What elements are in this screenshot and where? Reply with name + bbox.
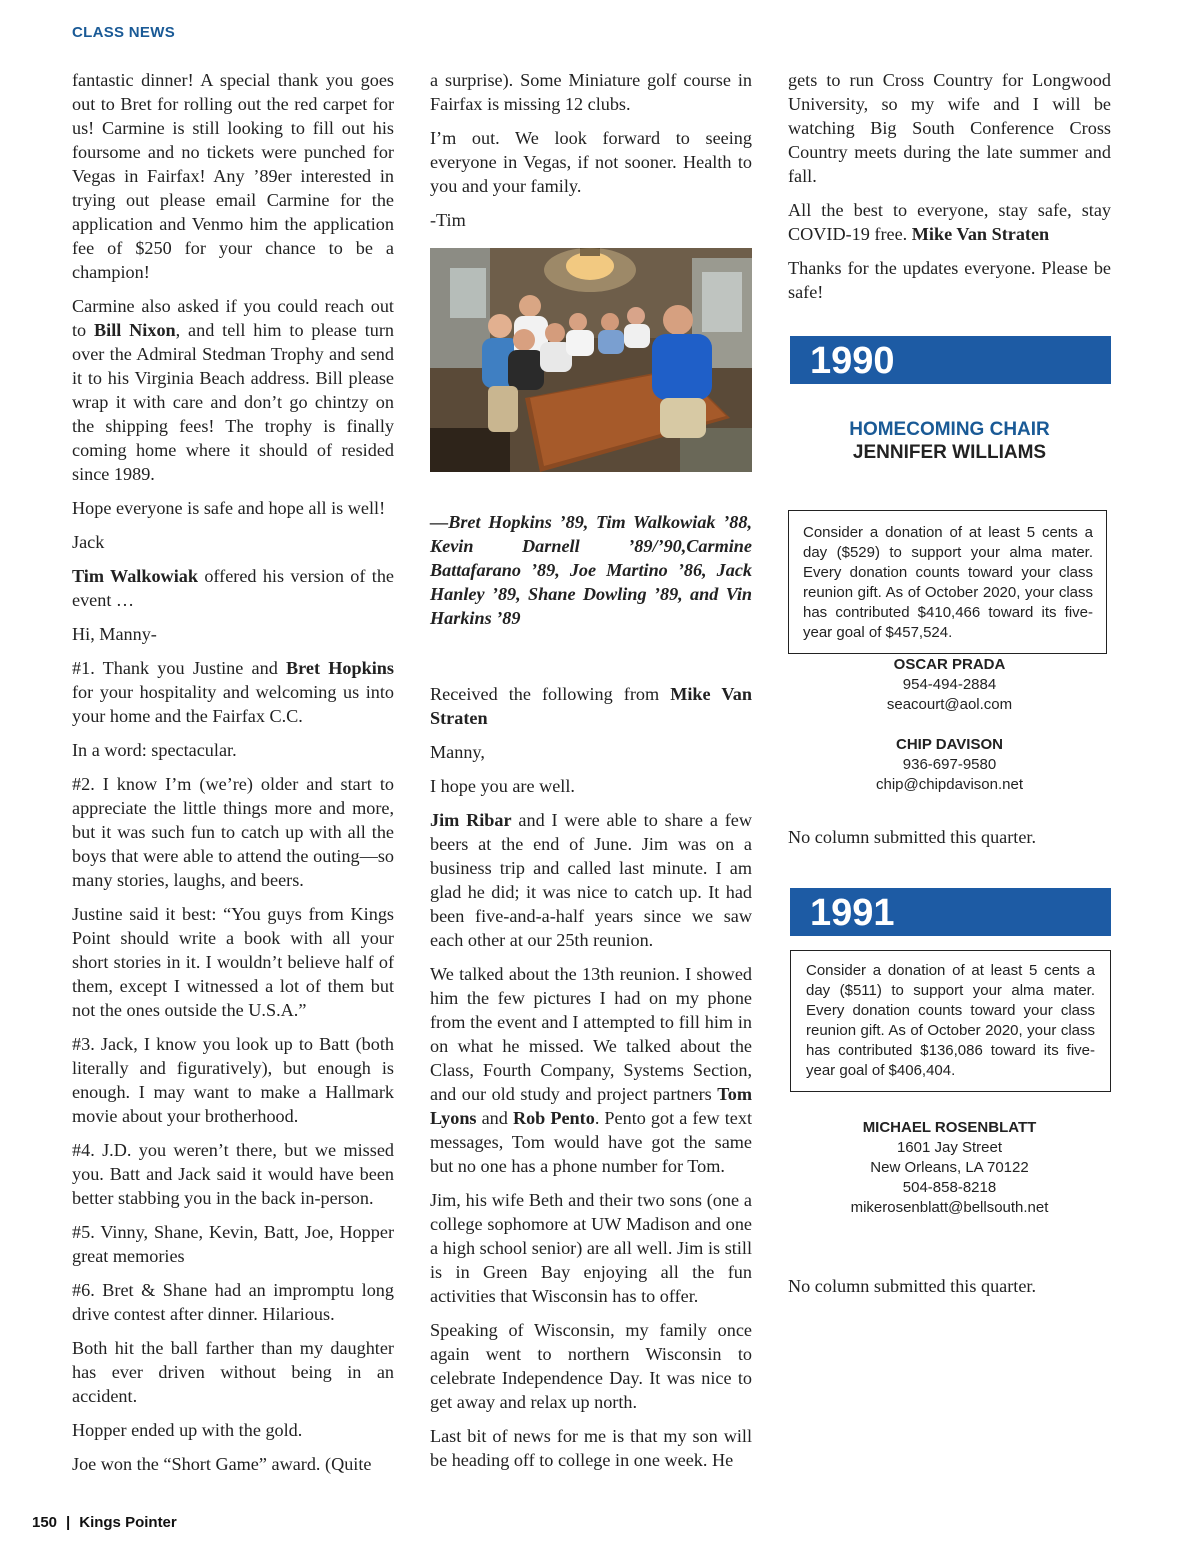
text-run: I hope you are well.: [430, 776, 575, 796]
text-run: Thanks for the updates everyone. Please be safe!: [788, 258, 1111, 302]
text-run: #5. Vinny, Shane, Kevin, Batt, Joe, Hopper great memories: [72, 1222, 394, 1266]
text-run: Manny,: [430, 742, 485, 762]
contact-phone: 504-858-8218: [902, 1179, 997, 1196]
paragraph: [788, 68, 1111, 188]
paragraph: [430, 682, 752, 730]
paragraph: [72, 1418, 394, 1442]
no-column-1990: No column submitted this quarter.: [788, 827, 1037, 847]
group-photo: [430, 248, 752, 472]
contact-address-line1: 1601 Jay Street: [896, 1139, 1003, 1156]
text-run: All the best to everyone, stay safe, stay COVID-19 free.: [788, 200, 1111, 244]
text-run: Both hit the ball farther than my daughter has ever driven without being in an accident.: [72, 1338, 394, 1406]
paragraph: [430, 740, 752, 764]
paragraph: [430, 208, 752, 232]
text-run: #3. Jack, I know you look up to Batt (both literally and figuratively), but enough is enough. I may want to make a Hallmark movie about your brotherhood.: [72, 1034, 394, 1126]
paragraph: [430, 962, 752, 1178]
paragraph: [72, 1452, 394, 1476]
paragraph: [430, 1424, 752, 1472]
name-highlight: Rob Pento: [512, 1108, 595, 1128]
donation-box-1991: Consider a donation of at least 5 cents a day ($511) to support your alma mater. Every donation counts toward your class reunion gift. As of October 2020, your class has contributed $136,086 toward its five-year goal of $406,404.: [790, 950, 1111, 1092]
paragraph: [72, 902, 394, 1022]
section-header: CLASS NEWS: [72, 24, 176, 41]
name-highlight: Tim Walkowiak: [72, 566, 198, 586]
paragraph: [72, 622, 394, 646]
name-highlight: Mike Van Straten: [911, 224, 1050, 244]
text-run: #4. J.D. you weren’t there, but we missed you. Batt and Jack said it would have been better stabbing you in the back in-person.: [72, 1140, 394, 1208]
paragraph: [72, 772, 394, 892]
contact-name: OSCAR PRADA: [893, 656, 1006, 673]
text-run: fantastic dinner! A special thank you goes out to Bret for rolling out the red carpet for us! Carmine is still looking to fill out his foursome and no tickets were punched for Vegas in Fairfax! Any ’89er interested in trying out please email Carmine for the application and Venmo him the application fee of $250 for your chance to be a champion!: [72, 70, 394, 282]
contact-phone: 954-494-2884: [902, 676, 997, 693]
text-run: Jack: [72, 532, 105, 552]
text-run: #1. Thank you Justine and: [72, 658, 287, 678]
paragraph: [72, 656, 394, 728]
text-run: Joe won the “Short Game” award. (Quite: [72, 1454, 372, 1474]
contact-chip-davison: [788, 735, 1111, 795]
paragraph: [430, 808, 752, 952]
contact-name: CHIP DAVISON: [896, 736, 1003, 753]
contact-phone: 936-697-9580: [902, 756, 997, 773]
no-column-1991: No column submitted this quarter.: [788, 1276, 1037, 1296]
text-run: offered his version of the event …: [72, 566, 394, 610]
text-run: #6. Bret & Shane had an impromptu long drive contest after dinner. Hilarious.: [72, 1280, 394, 1324]
paragraph: [430, 1318, 752, 1414]
text-run: . Pento got a few text messages, Tom would have got the same but no one has a phone number for Tom.: [430, 1108, 753, 1176]
name-highlight: Bret Hopkins: [286, 658, 394, 678]
paragraph: [430, 126, 752, 198]
paragraph: [72, 294, 394, 486]
paragraph: [72, 68, 394, 284]
text-run: I’m out. We look forward to seeing everyone in Vegas, if not sooner. Health to you and your family.: [430, 128, 752, 196]
text-run: Last bit of news for me is that my son will be heading off to college in one week. He: [430, 1426, 752, 1470]
text-run: and: [476, 1108, 513, 1128]
paragraph: [788, 256, 1111, 304]
paragraph: [430, 774, 752, 798]
text-run: Jim, his wife Beth and their two sons (one a college sophomore at UW Madison and one a high school senior) are all well. Jim is still is in Green Bay enjoying all the fun activities that Wisconsin has to offer.: [430, 1190, 752, 1306]
text-run: #2. I know I’m (we’re) older and start to appreciate the little things more and more, but it was such fun to catch up with all the boys that were able to attend the outing—so many stories, laughs, and beers.: [72, 774, 394, 890]
text-run: gets to run Cross Country for Longwood University, so my wife and I will be watching Big South Conference Cross Country meets during the late summer and fall.: [788, 70, 1111, 186]
column-1: [72, 68, 394, 1486]
paragraph: [430, 68, 752, 116]
contact-oscar-prada: [788, 655, 1111, 715]
column-2: [430, 68, 752, 1482]
name-highlight: Jim Ribar: [430, 810, 512, 830]
paragraph: [72, 564, 394, 612]
footer-separator: |: [66, 1514, 71, 1531]
paragraph: [72, 1138, 394, 1210]
text-run: and I were able to share a few beers at the end of June. Jim was on a business trip and called last minute. I am glad he did; it was nice to catch up. It had been five-and-a-half years since we saw each other at our 25th reunion.: [430, 810, 752, 950]
homecoming-chair-name: JENNIFER WILLIAMS: [852, 442, 1047, 463]
column-3-top: [788, 68, 1111, 304]
contact-name: MICHAEL ROSENBLATT: [862, 1119, 1037, 1136]
text-run: Carmine also asked if you could reach out to: [72, 296, 394, 340]
group-photo-illustration: [430, 248, 752, 472]
contact-email[interactable]: mikerosenblatt@bellsouth.net: [850, 1199, 1049, 1216]
contact-michael-rosenblatt: [788, 1118, 1111, 1218]
text-run: In a word: spectacular.: [72, 740, 237, 760]
year-banner-1991: 1991: [790, 888, 1111, 936]
text-run: a surprise). Some Miniature golf course in Fairfax is missing 12 clubs.: [430, 70, 752, 114]
column-2-top: [430, 68, 752, 232]
name-highlight: Bill Nixon: [94, 320, 176, 340]
year-banner-1990: 1990: [790, 336, 1111, 384]
text-run: Hi, Manny-: [72, 624, 157, 644]
homecoming-chair-title: HOMECOMING CHAIR: [849, 419, 1050, 440]
name-highlight: Tom Lyons: [430, 1084, 752, 1128]
paragraph: [430, 1188, 752, 1308]
contact-email[interactable]: chip@chipdavison.net: [876, 776, 1023, 793]
text-run: , and tell him to please turn over the Admiral Stedman Trophy and send it to his Virginia Beach address. Bill please wrap it with care and don’t go chintzy on the shipping fees! The trophy is finally coming home where it should of resided since 1989.: [72, 320, 395, 484]
name-highlight: Mike Van Straten: [430, 684, 752, 728]
publication-name: Kings Pointer: [79, 1514, 177, 1531]
text-run: We talked about the 13th reunion. I showed him the few pictures I had on my phone from the event and I attempted to fill him in on what he missed. We talked about the Class, Fourth Company, Systems Section, and our old study and project partners: [430, 964, 752, 1104]
paragraph: [72, 1278, 394, 1326]
text-run: Speaking of Wisconsin, my family once again went to northern Wisconsin to celebrate Independence Day. It was nice to get away and relax up north.: [430, 1320, 752, 1412]
column-2-bottom: [430, 682, 752, 1472]
text-run: -Tim: [430, 210, 466, 230]
paragraph: [72, 1336, 394, 1408]
text-run: Justine said it best: “You guys from Kings Point should write a book with all your short stories in it. I wouldn’t believe half of them, except I witnessed a lot of them but not the ones outside the U.S.A.”: [72, 904, 394, 1020]
photo-caption: —Bret Hopkins ’89, Tim Walkowiak ’88, Kevin Darnell ’89/’90,Carmine Battafarano ’89, Joe Martino ’86, Jack Hanley ’89, Shane Dowling ’89, and Vin Harkins ’89: [430, 512, 752, 628]
paragraph: [788, 198, 1111, 246]
column-3: [788, 68, 1111, 1308]
page-footer: [32, 1514, 177, 1531]
paragraph: [72, 496, 394, 520]
text-run: for your hospitality and welcoming us into your home and the Fairfax C.C.: [72, 682, 394, 726]
paragraph: [72, 738, 394, 762]
paragraph: [72, 530, 394, 554]
paragraph: [72, 1032, 394, 1128]
text-run: Hope everyone is safe and hope all is well!: [72, 498, 386, 518]
contact-email[interactable]: seacourt@aol.com: [886, 696, 1013, 713]
text-run: Hopper ended up with the gold.: [72, 1420, 303, 1440]
paragraph: [72, 1220, 394, 1268]
text-run: Received the following from: [430, 684, 671, 704]
donation-box-1990: Consider a donation of at least 5 cents a day ($529) to support your alma mater. Every donation counts toward your class reunion gift. As of October 2020, your class has contributed $410,466 toward its five-year goal of $457,524.: [788, 510, 1107, 654]
page-number: 150: [32, 1514, 58, 1531]
contact-address-line2: New Orleans, LA 70122: [870, 1159, 1029, 1176]
